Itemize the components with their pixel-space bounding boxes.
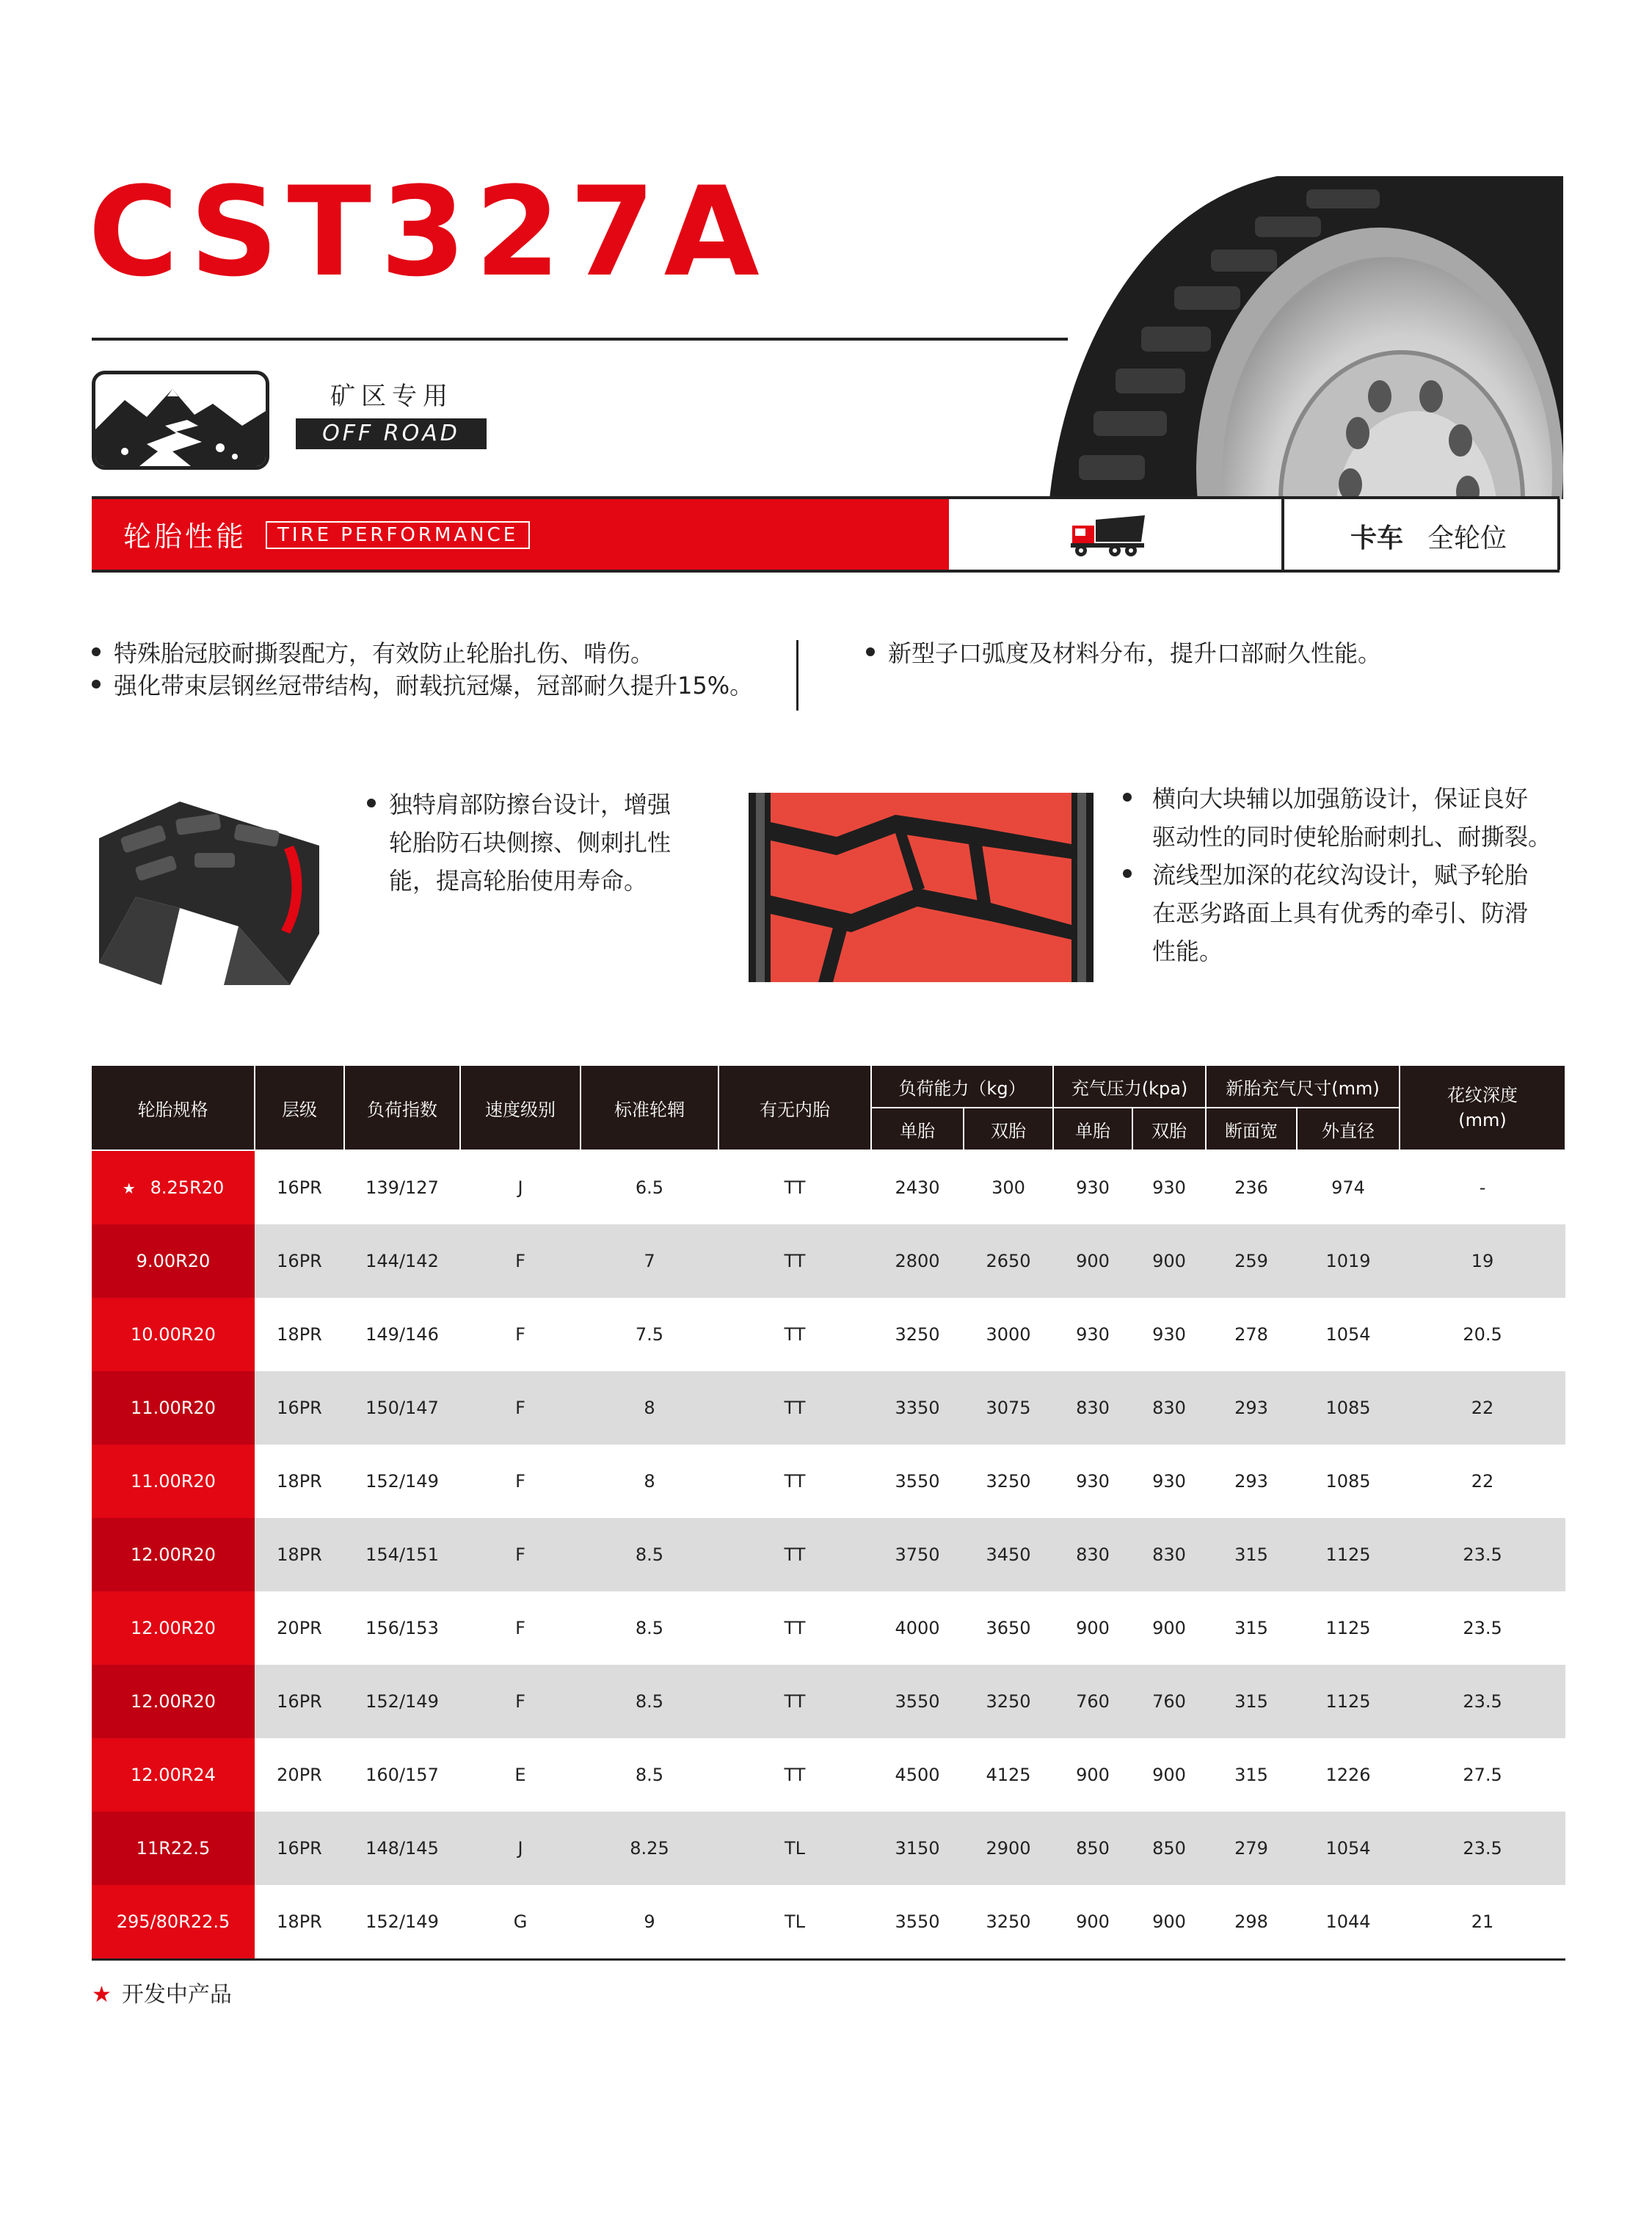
header-load: 负荷能力（kg） <box>871 1066 1053 1108</box>
spec-table <box>92 1066 1566 1961</box>
table-cell-ps: 760 <box>1053 1665 1132 1738</box>
application-label-en: OFF ROAD <box>296 418 487 449</box>
table-cell-ld: 3075 <box>964 1371 1053 1445</box>
table-cell-tt: TT <box>718 1665 871 1738</box>
bullet-dot-icon <box>866 647 875 656</box>
header-pressure: 充气压力(kpa) <box>1053 1066 1206 1108</box>
table-row <box>92 1445 1565 1518</box>
tire-size-cell <box>92 1665 255 1738</box>
table-cell-rim: 9 <box>581 1885 718 1960</box>
table-row <box>92 1518 1565 1591</box>
table-cell-pd: 930 <box>1132 1445 1206 1518</box>
table-cell-d: 1125 <box>1297 1591 1400 1665</box>
feature-line: 驱动性的同时使轮胎耐刺扎、耐撕裂。 <box>1152 823 1552 851</box>
feature-line: 在恶劣路面上具有优秀的牵引、防滑 <box>1152 899 1529 927</box>
table-cell-ld: 4125 <box>964 1738 1053 1812</box>
table-cell-ls: 3750 <box>871 1518 964 1591</box>
table-cell-ply: 18PR <box>255 1298 344 1371</box>
table-cell-d: 974 <box>1297 1150 1400 1224</box>
table-cell-tt: TT <box>718 1518 871 1591</box>
bullet-dot-icon <box>92 680 101 689</box>
table-cell-w: 315 <box>1206 1665 1297 1738</box>
product-model-title: CST327A <box>88 160 768 304</box>
tire-size-text: 12.00R20 <box>131 1691 216 1712</box>
feature-divider <box>796 640 798 711</box>
tire-size-cell <box>92 1591 255 1665</box>
table-row <box>92 1150 1565 1224</box>
table-cell-rim: 8.25 <box>581 1812 718 1885</box>
table-cell-ls: 3550 <box>871 1665 964 1738</box>
table-cell-sp: F <box>460 1298 581 1371</box>
header-rim: 标准轮辋 <box>581 1066 718 1150</box>
tire-size-text: 8.25R20 <box>150 1177 225 1198</box>
table-cell-ps: 930 <box>1053 1298 1132 1371</box>
feature-list-left <box>92 637 753 702</box>
feature-item: 独特肩部防擦台设计，增强 <box>367 785 671 824</box>
bullet-dot-icon <box>1123 793 1132 802</box>
header-dims: 新胎充气尺寸(mm) <box>1206 1066 1400 1108</box>
table-cell-rim: 8 <box>581 1445 718 1518</box>
table-cell-ld: 3250 <box>964 1885 1053 1960</box>
table-cell-w: 259 <box>1206 1224 1297 1298</box>
table-cell-depth: 22 <box>1400 1371 1565 1445</box>
table-cell-ply: 18PR <box>255 1518 344 1591</box>
performance-bar-divider <box>1281 499 1284 570</box>
table-cell-tt: TT <box>718 1738 871 1812</box>
table-row <box>92 1371 1565 1445</box>
table-cell-w: 278 <box>1206 1298 1297 1371</box>
table-cell-li: 160/157 <box>344 1738 460 1812</box>
header-load-single: 单胎 <box>871 1108 964 1150</box>
tire-size-cell <box>92 1885 255 1960</box>
table-cell-ls: 3250 <box>871 1298 964 1371</box>
table-cell-li: 148/145 <box>344 1812 460 1885</box>
table-cell-ply: 16PR <box>255 1224 344 1298</box>
table-cell-li: 149/146 <box>344 1298 460 1371</box>
performance-bar-divider <box>1557 499 1560 570</box>
performance-title-cn: 轮胎性能 <box>123 520 247 553</box>
table-cell-sp: E <box>460 1738 581 1812</box>
feature-line: 性能。 <box>1152 937 1223 965</box>
tire-size-text: 10.00R20 <box>131 1324 216 1345</box>
feature-item: 强化带束层钢丝冠带结构，耐载抗冠爆，冠部耐久提升15%。 <box>92 669 753 702</box>
table-cell-ls: 2430 <box>871 1150 964 1224</box>
table-cell-li: 154/151 <box>344 1518 460 1591</box>
header-speed: 速度级别 <box>460 1066 581 1150</box>
table-cell-rim: 6.5 <box>581 1150 718 1224</box>
feature-item: 新型子口弧度及材料分布，提升口部耐久性能。 <box>866 637 1381 669</box>
shoulder-feature <box>367 785 671 900</box>
header-ply: 层级 <box>255 1066 344 1150</box>
table-cell-ld: 3650 <box>964 1591 1053 1665</box>
header-depth: 花纹深度 (mm) <box>1400 1066 1565 1150</box>
table-cell-ply: 16PR <box>255 1371 344 1445</box>
table-cell-tt: TT <box>718 1591 871 1665</box>
table-cell-ld: 2650 <box>964 1224 1053 1298</box>
table-cell-depth: 23.5 <box>1400 1665 1565 1738</box>
table-cell-tt: TT <box>718 1371 871 1445</box>
table-cell-ld: 300 <box>964 1150 1053 1224</box>
header-tube: 有无内胎 <box>718 1066 871 1150</box>
tire-size-text: 11R22.5 <box>136 1838 211 1859</box>
table-cell-sp: F <box>460 1224 581 1298</box>
table-cell-d: 1044 <box>1297 1885 1400 1960</box>
table-cell-ld: 3450 <box>964 1518 1053 1591</box>
table-cell-ld: 3250 <box>964 1445 1053 1518</box>
table-cell-li: 139/127 <box>344 1150 460 1224</box>
table-cell-d: 1226 <box>1297 1738 1400 1812</box>
footnote-text: 开发中产品 <box>121 1982 232 2008</box>
table-cell-ply: 18PR <box>255 1445 344 1518</box>
star-icon: ★ <box>122 1180 136 1197</box>
application-label-cn: 矿区专用 <box>330 382 454 411</box>
table-cell-li: 150/147 <box>344 1371 460 1445</box>
table-cell-pd: 930 <box>1132 1298 1206 1371</box>
header-pressure-single: 单胎 <box>1053 1108 1132 1150</box>
tire-size-cell <box>92 1224 255 1298</box>
header-diameter: 外直径 <box>1297 1108 1400 1150</box>
tire-size-text: 9.00R20 <box>136 1251 211 1271</box>
table-cell-d: 1085 <box>1297 1445 1400 1518</box>
table-cell-li: 152/149 <box>344 1665 460 1738</box>
table-cell-sp: J <box>460 1150 581 1224</box>
mountain-road-icon <box>92 371 269 470</box>
table-cell-li: 152/149 <box>344 1445 460 1518</box>
table-cell-tt: TT <box>718 1445 871 1518</box>
tire-size-text: 11.00R20 <box>131 1398 216 1418</box>
table-cell-depth: - <box>1400 1150 1565 1224</box>
tire-size-cell <box>92 1738 255 1812</box>
table-cell-sp: F <box>460 1591 581 1665</box>
table-cell-rim: 8 <box>581 1371 718 1445</box>
table-cell-w: 293 <box>1206 1371 1297 1445</box>
table-row <box>92 1738 1565 1812</box>
table-cell-depth: 19 <box>1400 1224 1565 1298</box>
tire-size-cell <box>92 1518 255 1591</box>
tire-size-text: 295/80R22.5 <box>116 1911 230 1932</box>
feature-item: 流线型加深的花纹沟设计，赋予轮胎 <box>1123 856 1551 894</box>
table-cell-pd: 900 <box>1132 1738 1206 1812</box>
tire-size-cell <box>92 1371 255 1445</box>
table-cell-tt: TT <box>718 1150 871 1224</box>
table-cell-w: 236 <box>1206 1150 1297 1224</box>
table-cell-li: 156/153 <box>344 1591 460 1665</box>
table-cell-li: 152/149 <box>344 1885 460 1960</box>
header-load-dual: 双胎 <box>964 1108 1053 1150</box>
table-row <box>92 1885 1565 1960</box>
table-cell-sp: F <box>460 1518 581 1591</box>
dump-truck-icon <box>1068 514 1149 558</box>
table-cell-depth: 21 <box>1400 1885 1565 1960</box>
table-row <box>92 1591 1565 1665</box>
table-cell-w: 315 <box>1206 1591 1297 1665</box>
header-pressure-dual: 双胎 <box>1132 1108 1206 1150</box>
table-cell-pd: 830 <box>1132 1518 1206 1591</box>
table-cell-pd: 900 <box>1132 1224 1206 1298</box>
table-cell-w: 293 <box>1206 1445 1297 1518</box>
tire-size-cell <box>92 1298 255 1371</box>
table-cell-ps: 830 <box>1053 1518 1132 1591</box>
table-cell-ply: 16PR <box>255 1812 344 1885</box>
tire-size-text: 12.00R20 <box>131 1618 216 1638</box>
header-width: 断面宽 <box>1206 1108 1297 1150</box>
table-cell-d: 1125 <box>1297 1518 1400 1591</box>
table-cell-w: 298 <box>1206 1885 1297 1960</box>
table-cell-pd: 900 <box>1132 1591 1206 1665</box>
table-cell-tt: TT <box>718 1298 871 1371</box>
table-cell-rim: 8.5 <box>581 1591 718 1665</box>
header-size: 轮胎规格 <box>92 1066 255 1150</box>
table-cell-ps: 930 <box>1053 1150 1132 1224</box>
bullet-dot-icon <box>92 647 101 656</box>
table-cell-ld: 3250 <box>964 1665 1053 1738</box>
table-cell-pd: 850 <box>1132 1812 1206 1885</box>
table-cell-rim: 8.5 <box>581 1518 718 1591</box>
table-row <box>92 1224 1565 1298</box>
tire-size-cell <box>92 1150 255 1224</box>
table-cell-ls: 4000 <box>871 1591 964 1665</box>
tire-shoulder-image <box>92 787 323 992</box>
star-icon: ★ <box>92 1982 112 2008</box>
table-cell-depth: 23.5 <box>1400 1518 1565 1591</box>
feature-line: 轮胎防石块侧擦、侧刺扎性 <box>389 829 672 857</box>
table-cell-ply: 16PR <box>255 1150 344 1224</box>
tire-size-cell <box>92 1445 255 1518</box>
table-cell-d: 1125 <box>1297 1665 1400 1738</box>
table-cell-depth: 22 <box>1400 1445 1565 1518</box>
table-cell-d: 1054 <box>1297 1812 1400 1885</box>
table-row <box>92 1665 1565 1738</box>
table-cell-rim: 8.5 <box>581 1665 718 1738</box>
header-load-index: 负荷指数 <box>344 1066 460 1150</box>
table-cell-ply: 18PR <box>255 1885 344 1960</box>
bullet-dot-icon <box>1123 869 1132 878</box>
table-cell-ls: 3150 <box>871 1812 964 1885</box>
bullet-dot-icon <box>367 799 376 807</box>
table-cell-sp: F <box>460 1665 581 1738</box>
table-cell-li: 144/142 <box>344 1224 460 1298</box>
title-divider <box>92 338 1068 341</box>
table-cell-depth: 27.5 <box>1400 1738 1565 1812</box>
tire-size-text: 12.00R24 <box>131 1765 216 1785</box>
table-cell-pd: 760 <box>1132 1665 1206 1738</box>
table-cell-w: 315 <box>1206 1518 1297 1591</box>
table-cell-ls: 3550 <box>871 1885 964 1960</box>
tire-size-text: 12.00R20 <box>131 1544 216 1565</box>
table-cell-ps: 830 <box>1053 1371 1132 1445</box>
table-cell-tt: TT <box>718 1224 871 1298</box>
table-cell-ply: 16PR <box>255 1665 344 1738</box>
table-cell-d: 1054 <box>1297 1298 1400 1371</box>
table-row <box>92 1812 1565 1885</box>
table-cell-ld: 2900 <box>964 1812 1053 1885</box>
table-cell-sp: F <box>460 1445 581 1518</box>
performance-title-en: TIRE PERFORMANCE <box>266 521 530 549</box>
table-cell-ls: 3550 <box>871 1445 964 1518</box>
feature-item: 横向大块辅以加强筋设计，保证良好 <box>1123 780 1551 818</box>
table-cell-sp: J <box>460 1812 581 1885</box>
tire-product-image <box>1035 176 1563 499</box>
tread-features <box>1123 780 1551 970</box>
table-cell-sp: F <box>460 1371 581 1445</box>
table-cell-tt: TL <box>718 1885 871 1960</box>
table-cell-depth: 20.5 <box>1400 1298 1565 1371</box>
feature-list-right <box>866 637 1381 669</box>
table-cell-ply: 20PR <box>255 1738 344 1812</box>
table-cell-d: 1085 <box>1297 1371 1400 1445</box>
table-cell-ps: 900 <box>1053 1885 1132 1960</box>
table-cell-ps: 850 <box>1053 1812 1132 1885</box>
table-cell-pd: 830 <box>1132 1371 1206 1445</box>
table-cell-ps: 900 <box>1053 1738 1132 1812</box>
tire-size-cell <box>92 1812 255 1885</box>
table-cell-pd: 900 <box>1132 1885 1206 1960</box>
table-cell-ls: 4500 <box>871 1738 964 1812</box>
vehicle-type: 卡车 <box>1350 523 1404 553</box>
table-cell-ps: 900 <box>1053 1224 1132 1298</box>
table-cell-sp: G <box>460 1885 581 1960</box>
wheel-position: 全轮位 <box>1427 523 1507 553</box>
table-cell-depth: 23.5 <box>1400 1812 1565 1885</box>
table-cell-rim: 8.5 <box>581 1738 718 1812</box>
table-cell-w: 279 <box>1206 1812 1297 1885</box>
table-cell-rim: 7 <box>581 1224 718 1298</box>
table-cell-w: 315 <box>1206 1738 1297 1812</box>
table-cell-tt: TL <box>718 1812 871 1885</box>
table-cell-ps: 930 <box>1053 1445 1132 1518</box>
tread-pattern-image <box>749 793 1094 982</box>
table-cell-ls: 3350 <box>871 1371 964 1445</box>
feature-line: 能，提高轮胎使用寿命。 <box>389 867 648 895</box>
table-cell-pd: 930 <box>1132 1150 1206 1224</box>
table-cell-d: 1019 <box>1297 1224 1400 1298</box>
table-cell-ps: 900 <box>1053 1591 1132 1665</box>
table-row <box>92 1298 1565 1371</box>
footnote <box>92 1976 232 2008</box>
table-cell-ld: 3000 <box>964 1298 1053 1371</box>
table-cell-depth: 23.5 <box>1400 1591 1565 1665</box>
table-cell-ls: 2800 <box>871 1224 964 1298</box>
table-cell-ply: 20PR <box>255 1591 344 1665</box>
tire-size-text: 11.00R20 <box>131 1471 216 1492</box>
feature-item: 特殊胎冠胶耐撕裂配方，有效防止轮胎扎伤、啃伤。 <box>92 637 753 669</box>
table-cell-rim: 7.5 <box>581 1298 718 1371</box>
